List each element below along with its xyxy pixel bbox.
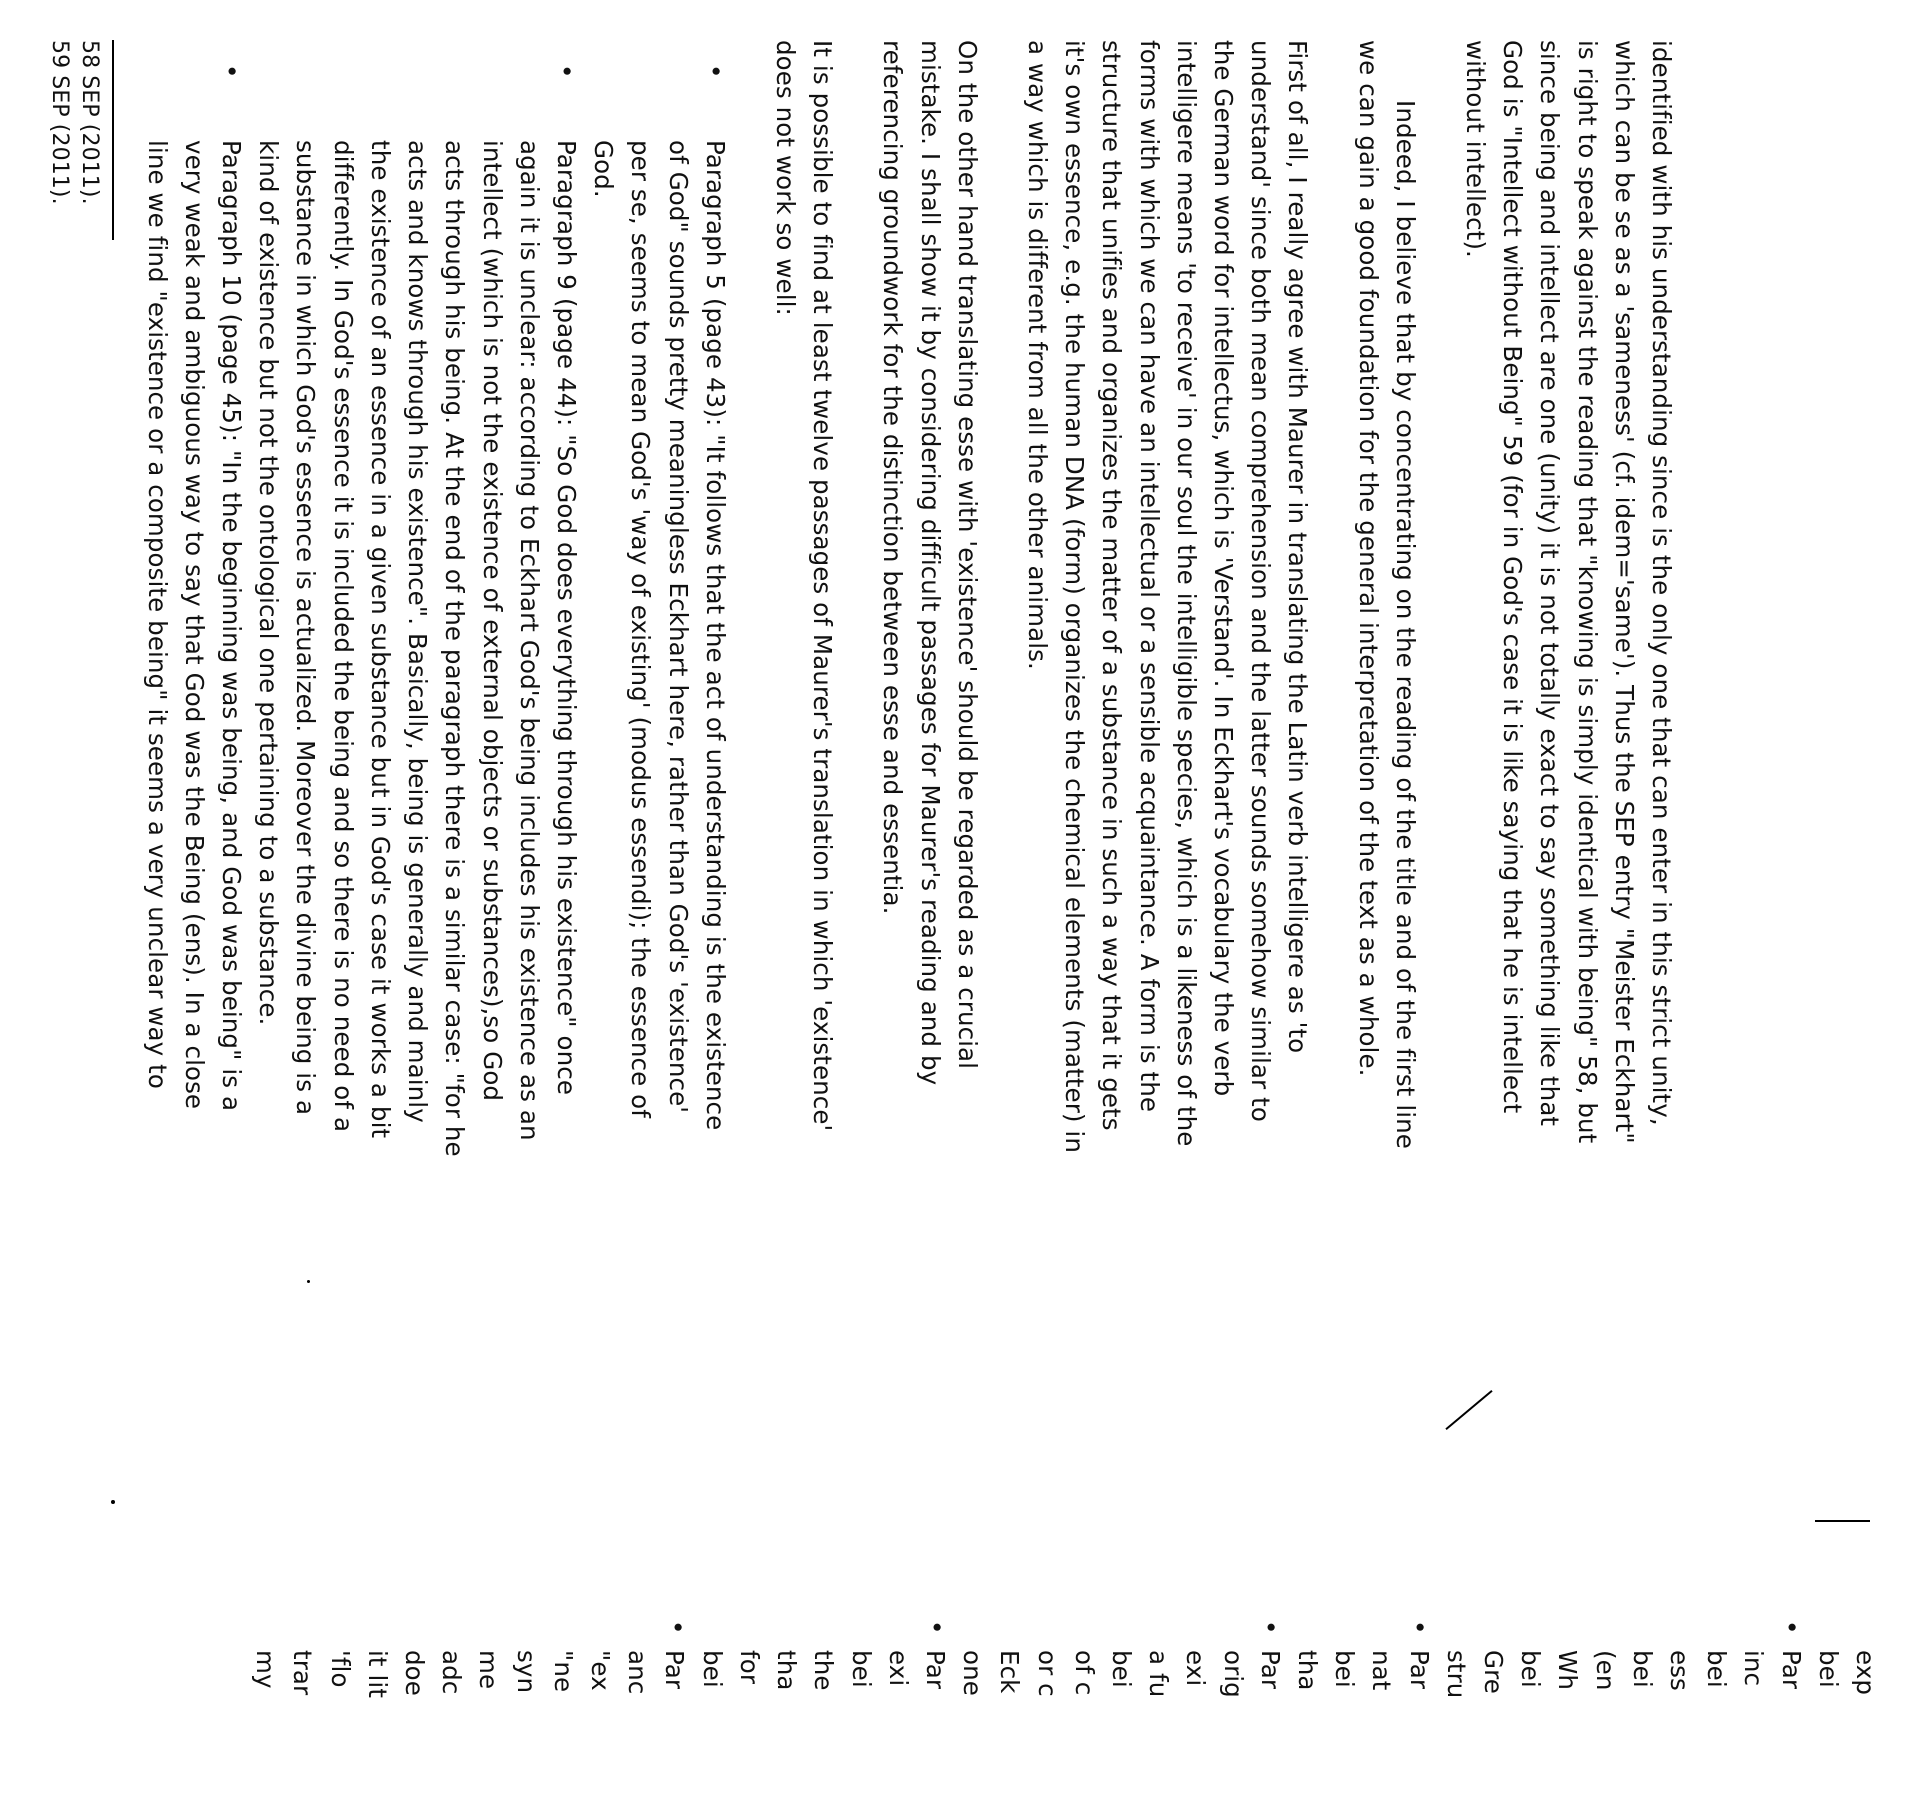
text-line: or c — [1032, 1650, 1062, 1697]
text-line: differently. In God's essence it is included the being and so there is no need of a — [328, 140, 358, 1133]
text-line: intellect (which is not the existence of external objects or substances),so God — [477, 140, 507, 1102]
text-line: me — [474, 1650, 504, 1690]
text-line: tha — [1292, 1650, 1322, 1691]
text-line: On the other hand translating esse with 'existence' should be regarded as a crucial — [952, 40, 982, 1070]
text-line: orig — [1218, 1650, 1248, 1698]
text-line: Par — [920, 1650, 950, 1690]
text-line: "ne — [548, 1650, 578, 1693]
text-line: forms with which we can have an intellectual or a sensible acquaintance. A form is the — [1134, 40, 1164, 1113]
text-line: Indeed, I believe that by concentrating on the reading of the title and of the first line — [1390, 100, 1420, 1149]
text-line: acts through his being. At the end of the paragraph there is a similar case: "for he — [440, 140, 470, 1157]
list-item — [250, 64, 585, 1520]
bullet-marker: • — [1256, 1620, 1285, 1635]
text-line: kind of existence but not the ontological one pertaining to a substance. — [254, 140, 284, 1026]
text-line: Paragraph 5 (page 43): "It follows that the act of understanding is the existence — [700, 140, 730, 1131]
left-page — [44, 40, 1680, 1520]
text-line: God. — [589, 140, 619, 198]
other-hand-paragraph — [874, 40, 986, 1520]
text-line: it's own essence, e.g. the human DNA (form) organizes the chemical elements (matter) in — [1060, 40, 1090, 1153]
text-line: the — [809, 1650, 839, 1691]
text-line: bei — [1106, 1650, 1136, 1688]
text-line: (en — [1590, 1650, 1620, 1691]
footnotes — [44, 40, 104, 1520]
text-line: acts and knows through his existence". Basically, being is generally and mainly — [403, 140, 433, 1123]
text-line: since being and intellect are one (unity) it is not totally exact to say something like that — [1535, 40, 1565, 1127]
possible-paragraph — [767, 40, 841, 1520]
text-line: for — [734, 1650, 764, 1684]
scan-dot — [111, 1500, 115, 1504]
bullet-marker: • — [1405, 1620, 1434, 1635]
text-line: does not work so well: — [770, 40, 800, 316]
text-line: "ex — [586, 1650, 616, 1691]
text-line: bei — [697, 1650, 727, 1688]
right-page — [247, 1620, 1884, 1800]
text-line: the existence of an essence in a given substance but in God's case it works a bit — [365, 140, 395, 1139]
text-line: of God" sounds pretty meaningless Eckhart here, rather than God's 'existence' — [663, 140, 693, 1114]
page-edge-rule — [1815, 1520, 1870, 1522]
list-item — [585, 64, 734, 1520]
footnote: 59 SEP (2011). — [47, 40, 73, 205]
text-line: First of all, I really agree with Maurer in translating the Latin verb intelligere as 'to — [1283, 40, 1313, 1054]
text-line: Paragraph 10 (page 45): "In the beginning was being, and God was being" is a — [217, 140, 247, 1112]
text-line: it lit — [362, 1650, 392, 1699]
scan-dot — [307, 1280, 310, 1283]
text-line: exp — [1851, 1650, 1880, 1695]
text-line: a way which is different from all the other animals. — [1022, 40, 1052, 670]
text-line: ess — [1664, 1650, 1694, 1691]
text-line: Par — [660, 1650, 690, 1690]
text-line: mistake. I shall show it by considering difficult passages for Maurer's reading and by — [915, 40, 945, 1086]
text-line: Gre — [1478, 1650, 1508, 1694]
first-of-all-paragraph — [1019, 40, 1317, 1520]
text-line: understand' since both mean comprehension and the latter sounds somehow similar to — [1246, 40, 1276, 1122]
bullet-marker: • — [922, 1620, 951, 1635]
text-line: per se, seems to mean God's 'way of existing' (modus essendi); the essence of — [626, 140, 656, 1118]
text-line: bei — [1702, 1650, 1732, 1688]
text-line: tha — [772, 1650, 802, 1691]
text-line: again it is unclear: according to Eckhart God's being includes his existence as an — [514, 140, 544, 1141]
text-line: Par — [1255, 1650, 1285, 1690]
text-line: bei — [1516, 1650, 1546, 1688]
text-line: identified with his understanding since is the only one that can enter in this strict unity, — [1647, 40, 1676, 1126]
text-line: stru — [1441, 1650, 1471, 1699]
right-page-lines — [247, 1620, 1884, 1800]
text-line: intelligere means 'to receive' in our soul the intelligible species, which is a likeness of the — [1171, 40, 1201, 1147]
text-line: anc — [623, 1650, 653, 1695]
text-line: nat — [1367, 1650, 1397, 1691]
bullet-marker: • — [551, 64, 581, 79]
text-line: Wh — [1553, 1650, 1583, 1690]
bullet-marker: • — [663, 1620, 692, 1635]
text-line: which can be se as a 'sameness' (cf. idem='same'). Thus the SEP entry "Meister Eckhart" — [1609, 40, 1639, 1144]
text-line: bei — [1627, 1650, 1657, 1688]
text-line: exi — [883, 1650, 913, 1687]
text-line: It is possible to find at least twelve passages of Maurer's translation in which 'existence' — [808, 40, 838, 1132]
text-line: inc — [1739, 1650, 1769, 1687]
list-item — [138, 64, 250, 1520]
text-line: very weak and ambiguous way to say that God was the Being (ens). In a close — [179, 140, 209, 1110]
text-line: is right to speak against the reading that "knowing is simply identical with being" 58, but — [1572, 40, 1602, 1144]
text-line: Paragraph 9 (page 44): "So God does everything through his existence" once — [551, 140, 581, 1095]
text-line: 'flo — [325, 1650, 355, 1688]
bullet-marker: • — [217, 64, 247, 79]
text-line: line we find "existence or a composite being" it seems a very unclear way to — [142, 140, 172, 1089]
footnote: 58 SEP (2011). — [77, 40, 103, 205]
text-line: substance in which God's essence is actualized. Moreover the divine being is a — [291, 140, 321, 1116]
text-line: we can gain a good foundation for the general interpretation of the text as a whole. — [1353, 40, 1383, 1077]
text-line: bei — [1813, 1650, 1843, 1688]
text-line: the German word for intellectus, which is 'Verstand'. In Eckhart's vocabulary the verb — [1208, 40, 1238, 1097]
text-line: God is "Intellect without Being" 59 (for in God's case it is like saying that he is intellect — [1498, 40, 1528, 1114]
text-line: Par — [1404, 1650, 1434, 1690]
text-line: a fu — [1144, 1650, 1174, 1698]
footnote-rule — [112, 40, 114, 240]
text-line: structure that unifies and organizes the matter of a substance in such a way that it gets — [1097, 40, 1127, 1131]
text-line: adc — [437, 1650, 467, 1695]
text-line: without intellect). — [1460, 40, 1490, 258]
text-line: exi — [1181, 1650, 1211, 1687]
bullet-list — [138, 40, 733, 1520]
text-line: of c — [1069, 1650, 1099, 1696]
text-line: doe — [400, 1650, 430, 1696]
indeed-paragraph-cont — [1349, 40, 1386, 1520]
intro-paragraph — [1457, 40, 1680, 1520]
text-line: my — [251, 1650, 281, 1689]
bullet-marker: • — [1777, 1620, 1806, 1635]
text-line: trar — [288, 1650, 318, 1696]
indeed-paragraph — [1387, 40, 1424, 1520]
text-line: syn — [511, 1650, 541, 1694]
text-line: Par — [1776, 1650, 1806, 1690]
text-line: Eck — [995, 1650, 1025, 1694]
text-line: one — [958, 1650, 988, 1696]
bullet-marker: • — [700, 64, 730, 79]
text-line: bei — [846, 1650, 876, 1688]
text-line: bei — [1330, 1650, 1360, 1688]
text-line: referencing groundwork for the distinction between esse and essentia. — [878, 40, 908, 915]
